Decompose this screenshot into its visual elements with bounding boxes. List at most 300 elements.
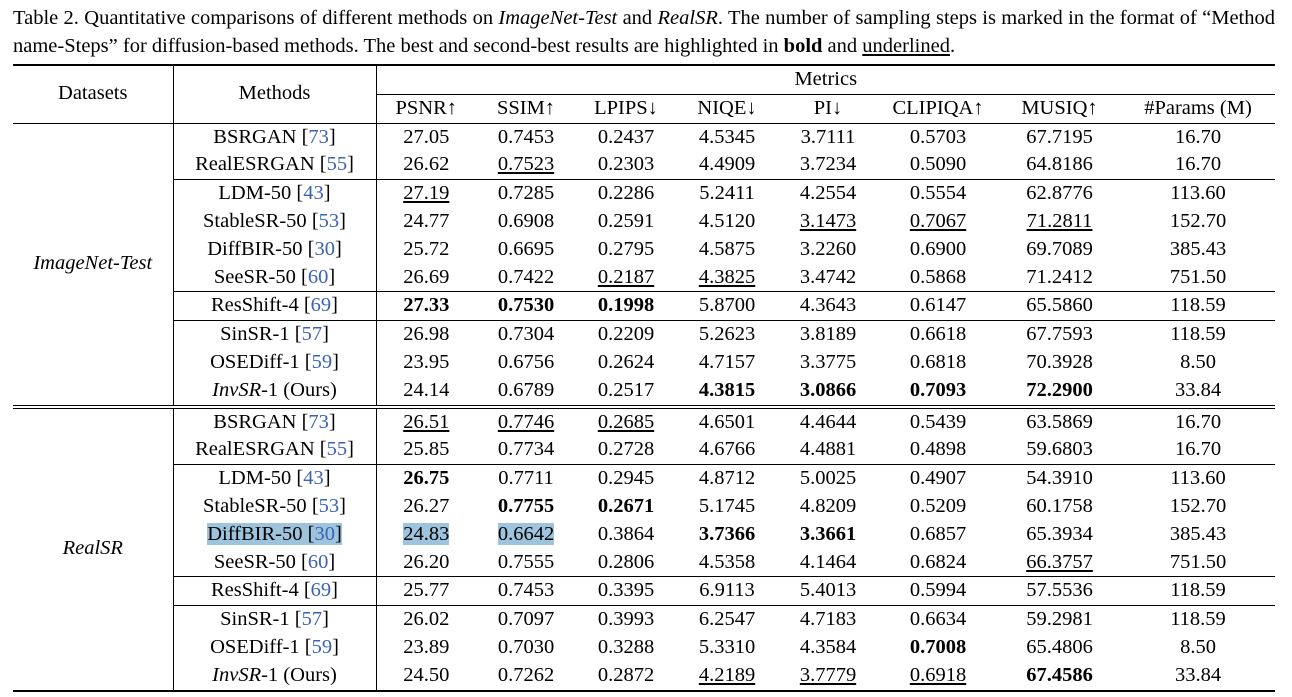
- metric-value: 0.2591: [597, 209, 655, 232]
- value-cell: [778, 493, 878, 521]
- metric-value: 0.7746: [497, 410, 555, 433]
- metric-value: 54.3910: [1026, 467, 1093, 490]
- metric-value: 0.6908: [497, 209, 555, 232]
- method-name: RealESRGAN: [195, 153, 315, 176]
- method-label: SinSR-1 [57]: [220, 608, 329, 631]
- method-name: OSEDiff-1: [210, 350, 300, 373]
- value-cell: [1121, 349, 1275, 377]
- metric-value: 26.27: [403, 494, 450, 517]
- dataset-label: ImageNet-Test: [13, 123, 173, 406]
- metric-value: 3.4742: [799, 265, 857, 288]
- citation-link[interactable]: 59: [311, 635, 333, 658]
- metric-value: 0.2209: [597, 323, 655, 346]
- column-header: CLIPIQA↑: [878, 94, 998, 123]
- metric-value: 16.70: [1174, 153, 1222, 176]
- metric-value: 4.7183: [799, 608, 857, 631]
- value-cell: [878, 377, 998, 407]
- value-cell: [1121, 465, 1275, 493]
- method-label: BSRGAN [73]: [213, 125, 336, 148]
- method-cell: [173, 606, 376, 634]
- value-cell: [998, 264, 1121, 292]
- method-name: StableSR-50: [203, 494, 307, 517]
- metric-value: 0.7008: [909, 635, 967, 658]
- value-cell: [878, 493, 998, 521]
- metric-value: 16.70: [1174, 410, 1222, 433]
- value-cell: [476, 493, 576, 521]
- metric-value: 152.70: [1169, 494, 1227, 517]
- table-row: [13, 151, 1275, 179]
- value-cell: [576, 577, 676, 606]
- value-cell: [878, 407, 998, 437]
- value-cell: [998, 577, 1121, 606]
- value-cell: [376, 180, 476, 208]
- value-cell: [476, 321, 576, 349]
- column-header: PSNR↑: [376, 94, 476, 123]
- method-label: [212, 379, 337, 401]
- caption-underlined-word: underlined: [862, 35, 950, 57]
- metric-value: 25.85: [403, 438, 450, 461]
- value-cell: [1121, 264, 1275, 292]
- value-cell: [476, 236, 576, 264]
- metric-value: 65.5860: [1026, 294, 1093, 317]
- value-cell: [878, 521, 998, 549]
- metric-value: 4.6766: [698, 438, 756, 461]
- metric-value: 23.89: [403, 635, 450, 658]
- metric-value: 0.6818: [909, 350, 967, 373]
- value-cell: [476, 521, 576, 549]
- metric-value: 4.5358: [698, 550, 756, 573]
- value-cell: [576, 465, 676, 493]
- citation-link[interactable]: 60: [307, 265, 329, 288]
- metric-value: 62.8776: [1026, 182, 1093, 205]
- caption-and: and: [617, 7, 658, 29]
- method-cell: [173, 407, 376, 437]
- value-cell: [778, 349, 878, 377]
- method-name: SinSR-1: [220, 608, 290, 631]
- metric-value: 0.7030: [497, 635, 555, 658]
- value-cell: [778, 606, 878, 634]
- value-cell: [676, 208, 778, 236]
- citation-link[interactable]: 60: [307, 550, 329, 573]
- value-cell: [778, 321, 878, 349]
- value-cell: [998, 236, 1121, 264]
- metric-value: 0.7555: [497, 550, 555, 573]
- method-name: BSRGAN: [213, 410, 297, 433]
- value-cell: [576, 321, 676, 349]
- method-name: BSRGAN: [213, 125, 297, 148]
- value-cell: [878, 606, 998, 634]
- value-cell: [476, 577, 576, 606]
- metric-value: 0.7422: [497, 265, 555, 288]
- value-cell: [676, 321, 778, 349]
- value-cell: [778, 377, 878, 407]
- value-cell: [1121, 577, 1275, 606]
- value-cell: [878, 549, 998, 577]
- value-cell: [476, 634, 576, 662]
- results-table: [13, 64, 1275, 692]
- table-row: [13, 236, 1275, 264]
- value-cell: [476, 180, 576, 208]
- value-cell: [878, 436, 998, 464]
- value-cell: [576, 292, 676, 321]
- metric-value: 0.2795: [597, 237, 655, 260]
- metric-value: 67.4586: [1026, 663, 1093, 686]
- metric-value: 0.2806: [597, 550, 655, 573]
- metric-value: 0.5090: [909, 153, 967, 176]
- value-cell: [476, 549, 576, 577]
- method-cell: [173, 208, 376, 236]
- value-cell: [998, 407, 1121, 437]
- value-cell: [778, 634, 878, 662]
- metric-value: 6.2547: [698, 608, 756, 631]
- value-cell: [778, 465, 878, 493]
- metric-value: 4.7157: [698, 350, 756, 373]
- value-cell: [878, 151, 998, 179]
- value-cell: [778, 208, 878, 236]
- metric-value: 385.43: [1169, 522, 1227, 545]
- value-cell: [476, 407, 576, 437]
- table-body: [13, 123, 1275, 690]
- metric-value: 0.6824: [909, 550, 967, 573]
- method-label: OSEDiff-1 [59]: [210, 635, 339, 658]
- citation-link[interactable]: 57: [301, 608, 323, 631]
- value-cell: [778, 180, 878, 208]
- citation-link[interactable]: 59: [311, 350, 333, 373]
- method-cell: [173, 292, 376, 321]
- metric-value: 0.2671: [597, 494, 655, 517]
- table-row: [13, 180, 1275, 208]
- metric-value: 6.9113: [699, 579, 755, 602]
- citation-link[interactable]: 57: [301, 323, 323, 346]
- metric-value: 4.3815: [698, 378, 756, 401]
- metric-value: 3.7779: [799, 663, 857, 686]
- metric-value: 118.59: [1170, 608, 1226, 631]
- method-label: DiffBIR-50 [30]: [207, 522, 342, 545]
- table-row: [13, 208, 1275, 236]
- method-name: SeeSR-50: [213, 550, 296, 573]
- value-cell: [476, 662, 576, 691]
- value-cell: [676, 264, 778, 292]
- metric-value: 8.50: [1180, 350, 1216, 373]
- metric-value: 3.7111: [800, 125, 856, 148]
- metric-value: 60.1758: [1026, 494, 1093, 517]
- caption-and-2: and: [822, 35, 863, 57]
- metric-value: 71.2412: [1026, 265, 1093, 288]
- value-cell: [676, 180, 778, 208]
- method-label: SeeSR-50 [60]: [213, 265, 336, 288]
- value-cell: [576, 521, 676, 549]
- metric-value: 118.59: [1170, 294, 1226, 317]
- value-cell: [676, 236, 778, 264]
- value-cell: [998, 493, 1121, 521]
- method-cell: [173, 577, 376, 606]
- metric-value: 5.3310: [698, 635, 756, 658]
- value-cell: [676, 436, 778, 464]
- metric-value: 16.70: [1174, 125, 1222, 148]
- citation-link[interactable]: 73: [308, 125, 329, 148]
- value-cell: [778, 407, 878, 437]
- metric-value: 0.4907: [909, 467, 967, 490]
- metric-value: 3.3775: [799, 350, 857, 373]
- value-cell: [1121, 123, 1275, 151]
- value-cell: [998, 634, 1121, 662]
- metric-value: 4.6501: [698, 410, 756, 433]
- value-cell: [1121, 493, 1275, 521]
- metric-value: 3.2260: [799, 237, 857, 260]
- method-name: InvSR: [212, 378, 262, 401]
- method-label: SeeSR-50 [60]: [213, 550, 336, 573]
- value-cell: [998, 321, 1121, 349]
- value-cell: [676, 549, 778, 577]
- method-label: BSRGAN [73]: [213, 410, 336, 433]
- metric-value: 0.3993: [597, 608, 655, 631]
- datasets-header: Datasets: [13, 65, 173, 123]
- value-cell: [998, 349, 1121, 377]
- metric-value: 0.6642: [497, 522, 555, 545]
- value-cell: [476, 349, 576, 377]
- metric-value: 0.2517: [597, 378, 655, 401]
- metric-value: 33.84: [1174, 378, 1222, 401]
- table-row: [13, 465, 1275, 493]
- metric-value: 0.6857: [909, 522, 967, 545]
- metric-value: 0.3395: [597, 579, 655, 602]
- method-label: RealESRGAN [55]: [195, 438, 354, 461]
- method-cell: [173, 662, 376, 691]
- method-label: ResShift-4 [69]: [211, 294, 338, 317]
- table-row: [13, 549, 1275, 577]
- method-name: OSEDiff-1: [210, 635, 300, 658]
- metric-value: 69.7089: [1026, 237, 1093, 260]
- metric-value: 0.7093: [909, 378, 967, 401]
- metric-value: 5.2411: [699, 182, 755, 205]
- value-cell: [376, 465, 476, 493]
- method-label: OSEDiff-1 [59]: [210, 350, 339, 373]
- method-suffix: -1 (Ours): [261, 378, 337, 401]
- metric-value: 0.5554: [909, 182, 967, 205]
- value-cell: [1121, 407, 1275, 437]
- metric-value: 0.2303: [597, 153, 655, 176]
- value-cell: [576, 264, 676, 292]
- metric-value: 0.3864: [597, 522, 655, 545]
- value-cell: [376, 549, 476, 577]
- metric-value: 8.50: [1180, 635, 1216, 658]
- value-cell: [778, 436, 878, 464]
- citation-link[interactable]: 69: [310, 579, 332, 602]
- metric-value: 4.4881: [799, 438, 857, 461]
- value-cell: [376, 662, 476, 691]
- method-label: LDM-50 [43]: [218, 182, 331, 205]
- method-cell: [173, 264, 376, 292]
- metric-value: 0.6789: [497, 378, 555, 401]
- value-cell: [576, 606, 676, 634]
- value-cell: [878, 264, 998, 292]
- metric-value: 0.5868: [909, 265, 967, 288]
- value-cell: [476, 208, 576, 236]
- metric-value: 3.1473: [799, 209, 857, 232]
- metric-value: 3.0866: [799, 378, 857, 401]
- metric-value: 0.2945: [597, 467, 655, 490]
- value-cell: [878, 634, 998, 662]
- value-cell: [576, 349, 676, 377]
- method-cell: [173, 151, 376, 179]
- method-cell: [173, 465, 376, 493]
- metric-value: 4.8712: [698, 467, 756, 490]
- citation-link[interactable]: 55: [326, 438, 348, 461]
- citation-link[interactable]: 73: [308, 410, 329, 433]
- value-cell: [676, 606, 778, 634]
- value-cell: [676, 292, 778, 321]
- metric-value: 0.7523: [497, 153, 555, 176]
- method-name: LDM-50: [218, 182, 292, 205]
- value-cell: [778, 577, 878, 606]
- table-row: [13, 493, 1275, 521]
- method-label: DiffBIR-50 [30]: [207, 237, 342, 260]
- value-cell: [476, 292, 576, 321]
- method-name: SeeSR-50: [213, 265, 296, 288]
- citation-link[interactable]: 30: [314, 237, 335, 260]
- metric-value: 26.69: [403, 265, 450, 288]
- value-cell: [676, 521, 778, 549]
- metric-value: 24.77: [403, 209, 450, 232]
- value-cell: [376, 521, 476, 549]
- value-cell: [576, 634, 676, 662]
- metric-value: 5.4013: [799, 579, 857, 602]
- value-cell: [878, 577, 998, 606]
- value-cell: [576, 493, 676, 521]
- value-cell: [676, 377, 778, 407]
- citation-link[interactable]: 30: [314, 522, 335, 545]
- metric-value: 4.1464: [799, 550, 857, 573]
- value-cell: [778, 662, 878, 691]
- metric-value: 113.60: [1170, 467, 1226, 490]
- caption-dataset-1: ImageNet-Test: [498, 7, 618, 29]
- value-cell: [998, 180, 1121, 208]
- table-row: [13, 377, 1275, 407]
- method-label: StableSR-50 [53]: [203, 209, 346, 232]
- value-cell: [1121, 521, 1275, 549]
- metrics-header: Metrics: [794, 68, 858, 90]
- value-cell: [476, 606, 576, 634]
- metric-value: 33.84: [1174, 663, 1222, 686]
- metric-value: 66.3757: [1026, 550, 1093, 573]
- value-cell: [676, 349, 778, 377]
- column-header: SSIM↑: [476, 94, 576, 123]
- value-cell: [376, 493, 476, 521]
- metric-value: 0.7067: [909, 209, 967, 232]
- table-row: [13, 662, 1275, 691]
- value-cell: [576, 436, 676, 464]
- citation-link[interactable]: 43: [303, 467, 324, 490]
- value-cell: [476, 377, 576, 407]
- metric-value: 16.70: [1174, 438, 1222, 461]
- table-caption: [13, 4, 1275, 60]
- value-cell: [1121, 436, 1275, 464]
- metric-value: 0.2187: [597, 265, 655, 288]
- metric-value: 59.2981: [1026, 608, 1093, 631]
- citation-link[interactable]: 53: [318, 494, 340, 517]
- metric-value: 64.8186: [1026, 153, 1093, 176]
- column-header: MUSIQ↑: [998, 94, 1121, 123]
- metric-value: 0.6634: [909, 608, 967, 631]
- method-cell: [173, 549, 376, 577]
- value-cell: [1121, 549, 1275, 577]
- metric-value: 0.5209: [909, 494, 967, 517]
- citation-link[interactable]: 69: [310, 294, 332, 317]
- metric-value: 24.83: [403, 522, 450, 545]
- method-cell: [173, 321, 376, 349]
- value-cell: [878, 180, 998, 208]
- citation-link[interactable]: 53: [318, 209, 340, 232]
- value-cell: [376, 264, 476, 292]
- value-cell: [1121, 151, 1275, 179]
- metric-value: 0.6695: [497, 237, 555, 260]
- table-row: [13, 292, 1275, 321]
- metric-value: 4.2554: [799, 182, 857, 205]
- metric-value: 0.2728: [597, 438, 655, 461]
- metric-value: 0.7097: [497, 608, 555, 631]
- method-name: InvSR: [212, 663, 262, 686]
- method-cell: [173, 236, 376, 264]
- citation-link[interactable]: 43: [303, 182, 324, 205]
- method-label: [212, 664, 337, 686]
- value-cell: [376, 377, 476, 407]
- metric-value: 0.6756: [497, 350, 555, 373]
- metric-value: 65.4806: [1026, 635, 1093, 658]
- table-row: [13, 407, 1275, 437]
- value-cell: [1121, 634, 1275, 662]
- method-label: LDM-50 [43]: [218, 467, 331, 490]
- value-cell: [676, 123, 778, 151]
- metric-value: 0.2624: [597, 350, 655, 373]
- value-cell: [676, 634, 778, 662]
- value-cell: [576, 236, 676, 264]
- metric-value: 0.7711: [498, 467, 554, 490]
- table-row: [13, 321, 1275, 349]
- metric-value: 24.50: [403, 663, 450, 686]
- metric-value: 5.8700: [698, 294, 756, 317]
- value-cell: [576, 208, 676, 236]
- value-cell: [778, 151, 878, 179]
- metric-value: 71.2811: [1026, 209, 1093, 232]
- metric-value: 0.2685: [597, 410, 655, 433]
- value-cell: [878, 292, 998, 321]
- method-cell: [173, 377, 376, 407]
- metric-value: 4.3584: [799, 635, 857, 658]
- value-cell: [576, 151, 676, 179]
- metric-value: 118.59: [1170, 579, 1226, 602]
- value-cell: [998, 606, 1121, 634]
- value-cell: [778, 264, 878, 292]
- value-cell: [376, 577, 476, 606]
- metric-value: 0.2286: [597, 182, 655, 205]
- metric-value: 3.8189: [799, 323, 857, 346]
- metric-value: 0.7304: [497, 323, 555, 346]
- value-cell: [998, 292, 1121, 321]
- method-cell: [173, 180, 376, 208]
- metric-value: 0.5439: [909, 410, 967, 433]
- citation-link[interactable]: 55: [326, 153, 348, 176]
- metric-value: 26.51: [403, 410, 450, 433]
- column-header: PI↓: [778, 94, 878, 123]
- metric-value: 59.6803: [1026, 438, 1093, 461]
- value-cell: [576, 549, 676, 577]
- value-cell: [376, 606, 476, 634]
- table-row: [13, 634, 1275, 662]
- value-cell: [778, 236, 878, 264]
- metric-value: 0.5994: [909, 579, 967, 602]
- column-header: NIQE↓: [676, 94, 778, 123]
- value-cell: [376, 151, 476, 179]
